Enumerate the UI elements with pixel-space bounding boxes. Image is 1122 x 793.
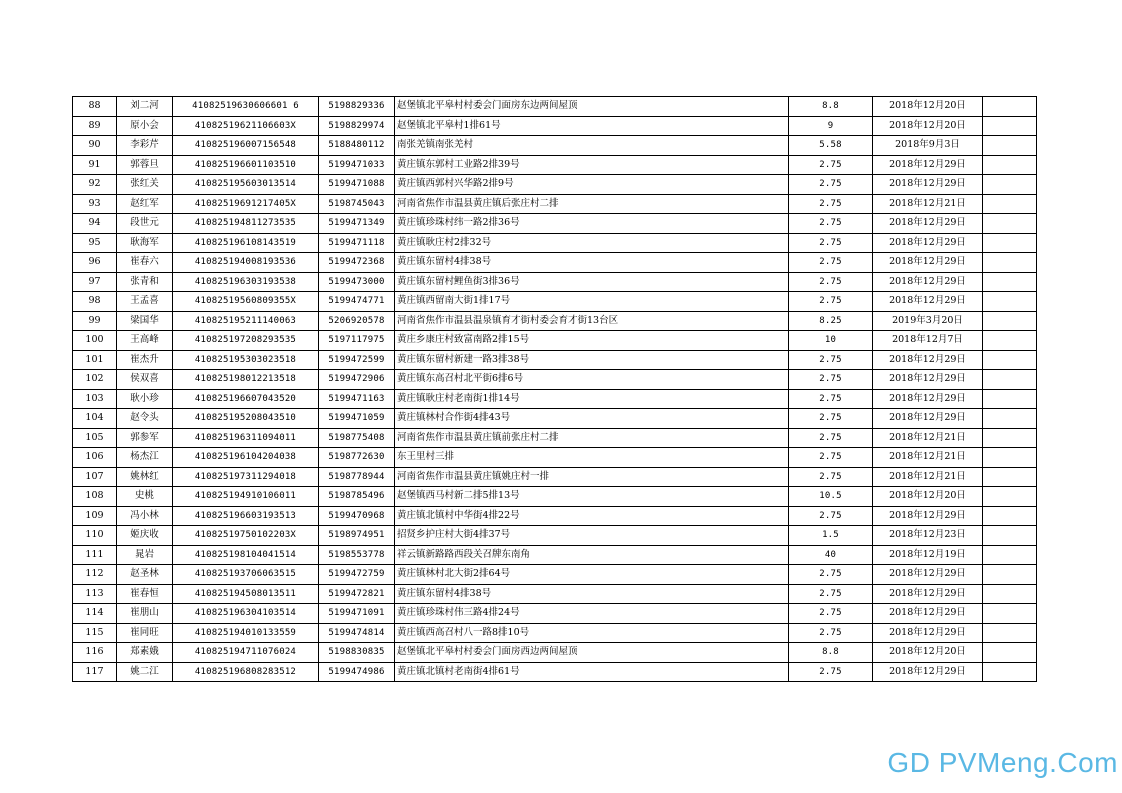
cell-date: 2018年12月29日	[873, 604, 983, 624]
cell-index: 108	[73, 487, 117, 507]
cell-id-number: 410825196601103510	[173, 155, 319, 175]
cell-account: 5198778944	[319, 467, 395, 487]
cell-name: 晁岩	[117, 545, 173, 565]
cell-account: 5199474814	[319, 623, 395, 643]
cell-address: 黄庄镇珍珠村纬一路2排36号	[395, 214, 789, 234]
table-row	[73, 428, 1037, 448]
cell-capacity: 2.75	[789, 253, 873, 273]
cell-account: 5199472759	[319, 565, 395, 585]
cell-note	[983, 311, 1037, 331]
cell-date: 2018年12月29日	[873, 584, 983, 604]
cell-account: 5198785496	[319, 487, 395, 507]
cell-address: 黄庄镇东留村4排38号	[395, 253, 789, 273]
cell-account: 5188480112	[319, 136, 395, 156]
cell-note	[983, 643, 1037, 663]
table-row	[73, 662, 1037, 682]
cell-address: 河南省焦作市温县黄庄镇后张庄村二排	[395, 194, 789, 214]
cell-capacity: 2.75	[789, 565, 873, 585]
cell-index: 93	[73, 194, 117, 214]
cell-name: 郑素娥	[117, 643, 173, 663]
cell-account: 5199471033	[319, 155, 395, 175]
cell-date: 2018年12月21日	[873, 448, 983, 468]
cell-name: 郭参军	[117, 428, 173, 448]
cell-index: 114	[73, 604, 117, 624]
cell-id-number: 410825194910106011	[173, 487, 319, 507]
cell-name: 崔春六	[117, 253, 173, 273]
cell-id-number: 41082519621106603X	[173, 116, 319, 136]
cell-note	[983, 370, 1037, 390]
cell-index: 94	[73, 214, 117, 234]
table-row	[73, 311, 1037, 331]
cell-index: 107	[73, 467, 117, 487]
cell-date: 2018年12月29日	[873, 155, 983, 175]
cell-index: 110	[73, 526, 117, 546]
table-row	[73, 97, 1037, 117]
table-row	[73, 545, 1037, 565]
table-row	[73, 233, 1037, 253]
cell-account: 5199470968	[319, 506, 395, 526]
cell-id-number: 410825195208043510	[173, 409, 319, 429]
cell-index: 101	[73, 350, 117, 370]
cell-id-number: 410825197311294018	[173, 467, 319, 487]
cell-index: 113	[73, 584, 117, 604]
cell-date: 2018年12月23日	[873, 526, 983, 546]
table-row	[73, 136, 1037, 156]
cell-account: 5198745043	[319, 194, 395, 214]
cell-id-number: 410825195303023518	[173, 350, 319, 370]
cell-date: 2018年12月29日	[873, 350, 983, 370]
cell-date: 2018年12月20日	[873, 643, 983, 663]
cell-address: 黄庄镇珍珠村伟三路4排24号	[395, 604, 789, 624]
cell-id-number: 410825196303193538	[173, 272, 319, 292]
cell-capacity: 2.75	[789, 584, 873, 604]
cell-id-number: 410825195603013514	[173, 175, 319, 195]
cell-name: 王孟喜	[117, 292, 173, 312]
table-row	[73, 604, 1037, 624]
cell-name: 耿小珍	[117, 389, 173, 409]
cell-capacity: 2.75	[789, 175, 873, 195]
cell-address: 黄庄镇东留村新建一路3排38号	[395, 350, 789, 370]
cell-note	[983, 136, 1037, 156]
cell-address: 东王里村三排	[395, 448, 789, 468]
table-row	[73, 467, 1037, 487]
cell-capacity: 2.75	[789, 155, 873, 175]
cell-account: 5197117975	[319, 331, 395, 351]
cell-id-number: 410825193706063515	[173, 565, 319, 585]
cell-capacity: 8.25	[789, 311, 873, 331]
cell-id-number: 410825194008193536	[173, 253, 319, 273]
cell-address: 招贤乡护庄村大街4排37号	[395, 526, 789, 546]
cell-name: 冯小林	[117, 506, 173, 526]
cell-id-number: 41082519691217405X	[173, 194, 319, 214]
data-table	[72, 96, 1037, 682]
cell-capacity: 10.5	[789, 487, 873, 507]
table-row	[73, 350, 1037, 370]
cell-date: 2018年12月20日	[873, 97, 983, 117]
cell-capacity: 2.75	[789, 428, 873, 448]
cell-capacity: 8.8	[789, 643, 873, 663]
cell-name: 郭蓉旦	[117, 155, 173, 175]
table-row	[73, 584, 1037, 604]
cell-account: 5199471163	[319, 389, 395, 409]
cell-capacity: 2.75	[789, 389, 873, 409]
cell-date: 2018年12月20日	[873, 487, 983, 507]
cell-capacity: 2.75	[789, 662, 873, 682]
cell-id-number: 410825194508013511	[173, 584, 319, 604]
table-body	[73, 97, 1037, 682]
cell-id-number: 41082519750102203X	[173, 526, 319, 546]
table-row	[73, 116, 1037, 136]
cell-account: 5199471059	[319, 409, 395, 429]
table-row	[73, 272, 1037, 292]
cell-note	[983, 175, 1037, 195]
cell-note	[983, 428, 1037, 448]
cell-address: 黄庄镇东留村4排38号	[395, 584, 789, 604]
cell-date: 2018年9月3日	[873, 136, 983, 156]
cell-note	[983, 97, 1037, 117]
cell-id-number: 410825196108143519	[173, 233, 319, 253]
cell-index: 111	[73, 545, 117, 565]
cell-index: 98	[73, 292, 117, 312]
cell-account: 5199472599	[319, 350, 395, 370]
cell-capacity: 2.75	[789, 350, 873, 370]
cell-id-number: 410825198012213518	[173, 370, 319, 390]
cell-note	[983, 662, 1037, 682]
cell-index: 102	[73, 370, 117, 390]
cell-account: 5198775408	[319, 428, 395, 448]
cell-name: 姚二江	[117, 662, 173, 682]
table-row	[73, 175, 1037, 195]
cell-index: 90	[73, 136, 117, 156]
cell-capacity: 2.75	[789, 448, 873, 468]
cell-date: 2018年12月29日	[873, 233, 983, 253]
cell-index: 106	[73, 448, 117, 468]
cell-date: 2018年12月21日	[873, 467, 983, 487]
cell-date: 2018年12月29日	[873, 253, 983, 273]
cell-date: 2018年12月19日	[873, 545, 983, 565]
cell-account: 5198553778	[319, 545, 395, 565]
cell-capacity: 10	[789, 331, 873, 351]
cell-date: 2018年12月29日	[873, 565, 983, 585]
cell-index: 89	[73, 116, 117, 136]
cell-note	[983, 253, 1037, 273]
table-row	[73, 487, 1037, 507]
cell-address: 黄庄镇北镇村老南街4排61号	[395, 662, 789, 682]
cell-address: 黄庄镇北镇村中华街4排22号	[395, 506, 789, 526]
cell-index: 103	[73, 389, 117, 409]
cell-capacity: 2.75	[789, 214, 873, 234]
cell-id-number: 410825196007156548	[173, 136, 319, 156]
cell-date: 2018年12月21日	[873, 194, 983, 214]
cell-note	[983, 584, 1037, 604]
cell-address: 黄庄镇西留南大街1排17号	[395, 292, 789, 312]
table-row	[73, 389, 1037, 409]
cell-note	[983, 506, 1037, 526]
cell-capacity: 5.58	[789, 136, 873, 156]
cell-account: 5206920578	[319, 311, 395, 331]
cell-note	[983, 389, 1037, 409]
cell-note	[983, 116, 1037, 136]
cell-account: 5199472906	[319, 370, 395, 390]
cell-date: 2018年12月29日	[873, 389, 983, 409]
cell-name: 王高峰	[117, 331, 173, 351]
cell-account: 5199473000	[319, 272, 395, 292]
cell-index: 92	[73, 175, 117, 195]
cell-account: 5199474771	[319, 292, 395, 312]
cell-name: 耿海军	[117, 233, 173, 253]
cell-date: 2018年12月7日	[873, 331, 983, 351]
cell-capacity: 2.75	[789, 194, 873, 214]
cell-id-number: 410825196607043520	[173, 389, 319, 409]
cell-date: 2018年12月20日	[873, 116, 983, 136]
cell-name: 张青和	[117, 272, 173, 292]
cell-address: 黄庄镇林村合作街4排43号	[395, 409, 789, 429]
cell-capacity: 2.75	[789, 409, 873, 429]
cell-id-number: 41082519630606601 6	[173, 97, 319, 117]
cell-date: 2018年12月29日	[873, 272, 983, 292]
cell-address: 河南省焦作市温县温泉镇育才街村委会育才街13台区	[395, 311, 789, 331]
cell-address: 黄庄镇耿庄村2排32号	[395, 233, 789, 253]
cell-note	[983, 155, 1037, 175]
cell-name: 赵令头	[117, 409, 173, 429]
cell-note	[983, 233, 1037, 253]
cell-index: 95	[73, 233, 117, 253]
cell-name: 崔朋山	[117, 604, 173, 624]
cell-note	[983, 526, 1037, 546]
cell-name: 侯双喜	[117, 370, 173, 390]
table-row	[73, 448, 1037, 468]
cell-id-number: 410825196808283512	[173, 662, 319, 682]
cell-note	[983, 214, 1037, 234]
cell-address: 黄庄镇东郭村工业路2排39号	[395, 155, 789, 175]
cell-name: 李彩芹	[117, 136, 173, 156]
cell-id-number: 41082519560809355X	[173, 292, 319, 312]
table-row	[73, 370, 1037, 390]
cell-address: 河南省焦作市温县黄庄镇前张庄村二排	[395, 428, 789, 448]
cell-address: 赵堡镇北平皋村1排61号	[395, 116, 789, 136]
cell-name: 原小会	[117, 116, 173, 136]
cell-note	[983, 565, 1037, 585]
cell-date: 2018年12月29日	[873, 292, 983, 312]
cell-note	[983, 545, 1037, 565]
cell-account: 5199471091	[319, 604, 395, 624]
cell-note	[983, 350, 1037, 370]
cell-name: 段世元	[117, 214, 173, 234]
cell-note	[983, 194, 1037, 214]
cell-index: 97	[73, 272, 117, 292]
table-row	[73, 409, 1037, 429]
table-row	[73, 331, 1037, 351]
cell-note	[983, 448, 1037, 468]
cell-index: 96	[73, 253, 117, 273]
cell-name: 崔同旺	[117, 623, 173, 643]
cell-index: 105	[73, 428, 117, 448]
table-row	[73, 643, 1037, 663]
cell-name: 崔杰升	[117, 350, 173, 370]
cell-date: 2019年3月20日	[873, 311, 983, 331]
cell-address: 黄庄镇西高召村八一路8排10号	[395, 623, 789, 643]
cell-address: 黄庄镇东高召村北平街6排6号	[395, 370, 789, 390]
cell-id-number: 410825195211140063	[173, 311, 319, 331]
cell-capacity: 2.75	[789, 272, 873, 292]
cell-capacity: 2.75	[789, 467, 873, 487]
cell-account: 5199471118	[319, 233, 395, 253]
cell-id-number: 410825194010133559	[173, 623, 319, 643]
cell-note	[983, 623, 1037, 643]
cell-capacity: 2.75	[789, 623, 873, 643]
cell-name: 张红关	[117, 175, 173, 195]
cell-address: 黄庄镇东留村鲤鱼街3排36号	[395, 272, 789, 292]
cell-name: 梁国华	[117, 311, 173, 331]
cell-address: 赵堡镇北平皋村村委会门面房东边两间屋顶	[395, 97, 789, 117]
cell-index: 99	[73, 311, 117, 331]
cell-date: 2018年12月29日	[873, 214, 983, 234]
cell-date: 2018年12月29日	[873, 662, 983, 682]
cell-address: 黄庄镇西郭村兴华路2排9号	[395, 175, 789, 195]
cell-capacity: 40	[789, 545, 873, 565]
cell-account: 5198829974	[319, 116, 395, 136]
table-row	[73, 194, 1037, 214]
cell-account: 5198829336	[319, 97, 395, 117]
table-row	[73, 565, 1037, 585]
table-row	[73, 214, 1037, 234]
cell-capacity: 2.75	[789, 233, 873, 253]
cell-name: 赵红军	[117, 194, 173, 214]
cell-capacity: 2.75	[789, 292, 873, 312]
cell-id-number: 410825196304103514	[173, 604, 319, 624]
cell-note	[983, 272, 1037, 292]
cell-id-number: 410825198104041514	[173, 545, 319, 565]
cell-date: 2018年12月29日	[873, 623, 983, 643]
cell-capacity: 2.75	[789, 506, 873, 526]
cell-address: 南张羌镇南张羌村	[395, 136, 789, 156]
cell-account: 5199471088	[319, 175, 395, 195]
cell-id-number: 410825196311094011	[173, 428, 319, 448]
cell-date: 2018年12月29日	[873, 409, 983, 429]
table-row	[73, 253, 1037, 273]
cell-name: 姚林红	[117, 467, 173, 487]
cell-name: 史桃	[117, 487, 173, 507]
cell-account: 5199471349	[319, 214, 395, 234]
cell-capacity: 8.8	[789, 97, 873, 117]
cell-index: 104	[73, 409, 117, 429]
cell-note	[983, 409, 1037, 429]
cell-note	[983, 292, 1037, 312]
cell-account: 5198974951	[319, 526, 395, 546]
cell-name: 姬庆收	[117, 526, 173, 546]
cell-index: 109	[73, 506, 117, 526]
cell-address: 黄庄镇耿庄村老南街1排14号	[395, 389, 789, 409]
cell-id-number: 410825197208293535	[173, 331, 319, 351]
cell-address: 黄庄乡康庄村致富南路2排15号	[395, 331, 789, 351]
cell-id-number: 410825196104204038	[173, 448, 319, 468]
cell-address: 黄庄镇林村北大街2排64号	[395, 565, 789, 585]
table-row	[73, 155, 1037, 175]
table-row	[73, 623, 1037, 643]
cell-date: 2018年12月29日	[873, 506, 983, 526]
cell-account: 5199472821	[319, 584, 395, 604]
cell-date: 2018年12月29日	[873, 370, 983, 390]
table-row	[73, 292, 1037, 312]
cell-name: 崔春恒	[117, 584, 173, 604]
cell-name: 杨杰江	[117, 448, 173, 468]
cell-index: 91	[73, 155, 117, 175]
cell-id-number: 410825194711076024	[173, 643, 319, 663]
cell-note	[983, 467, 1037, 487]
cell-index: 116	[73, 643, 117, 663]
cell-id-number: 410825196603193513	[173, 506, 319, 526]
cell-index: 88	[73, 97, 117, 117]
table-row	[73, 526, 1037, 546]
cell-date: 2018年12月21日	[873, 428, 983, 448]
cell-note	[983, 331, 1037, 351]
watermark: GD PVMeng.Com	[887, 747, 1118, 778]
cell-note	[983, 604, 1037, 624]
cell-account: 5199472368	[319, 253, 395, 273]
cell-capacity: 9	[789, 116, 873, 136]
cell-account: 5198772630	[319, 448, 395, 468]
cell-note	[983, 487, 1037, 507]
cell-capacity: 2.75	[789, 604, 873, 624]
cell-date: 2018年12月29日	[873, 175, 983, 195]
cell-name: 赵圣林	[117, 565, 173, 585]
cell-address: 赵堡镇北平皋村村委会门面房西边两间屋顶	[395, 643, 789, 663]
cell-account: 5198830835	[319, 643, 395, 663]
cell-address: 赵堡镇西马村新二排5排13号	[395, 487, 789, 507]
cell-address: 祥云镇新路路西段关召牌东南角	[395, 545, 789, 565]
cell-index: 100	[73, 331, 117, 351]
cell-index: 117	[73, 662, 117, 682]
cell-index: 112	[73, 565, 117, 585]
cell-capacity: 2.75	[789, 370, 873, 390]
cell-capacity: 1.5	[789, 526, 873, 546]
cell-name: 刘二河	[117, 97, 173, 117]
cell-account: 5199474986	[319, 662, 395, 682]
cell-id-number: 410825194811273535	[173, 214, 319, 234]
cell-index: 115	[73, 623, 117, 643]
cell-address: 河南省焦作市温县黄庄镇姚庄村一排	[395, 467, 789, 487]
table-row	[73, 506, 1037, 526]
